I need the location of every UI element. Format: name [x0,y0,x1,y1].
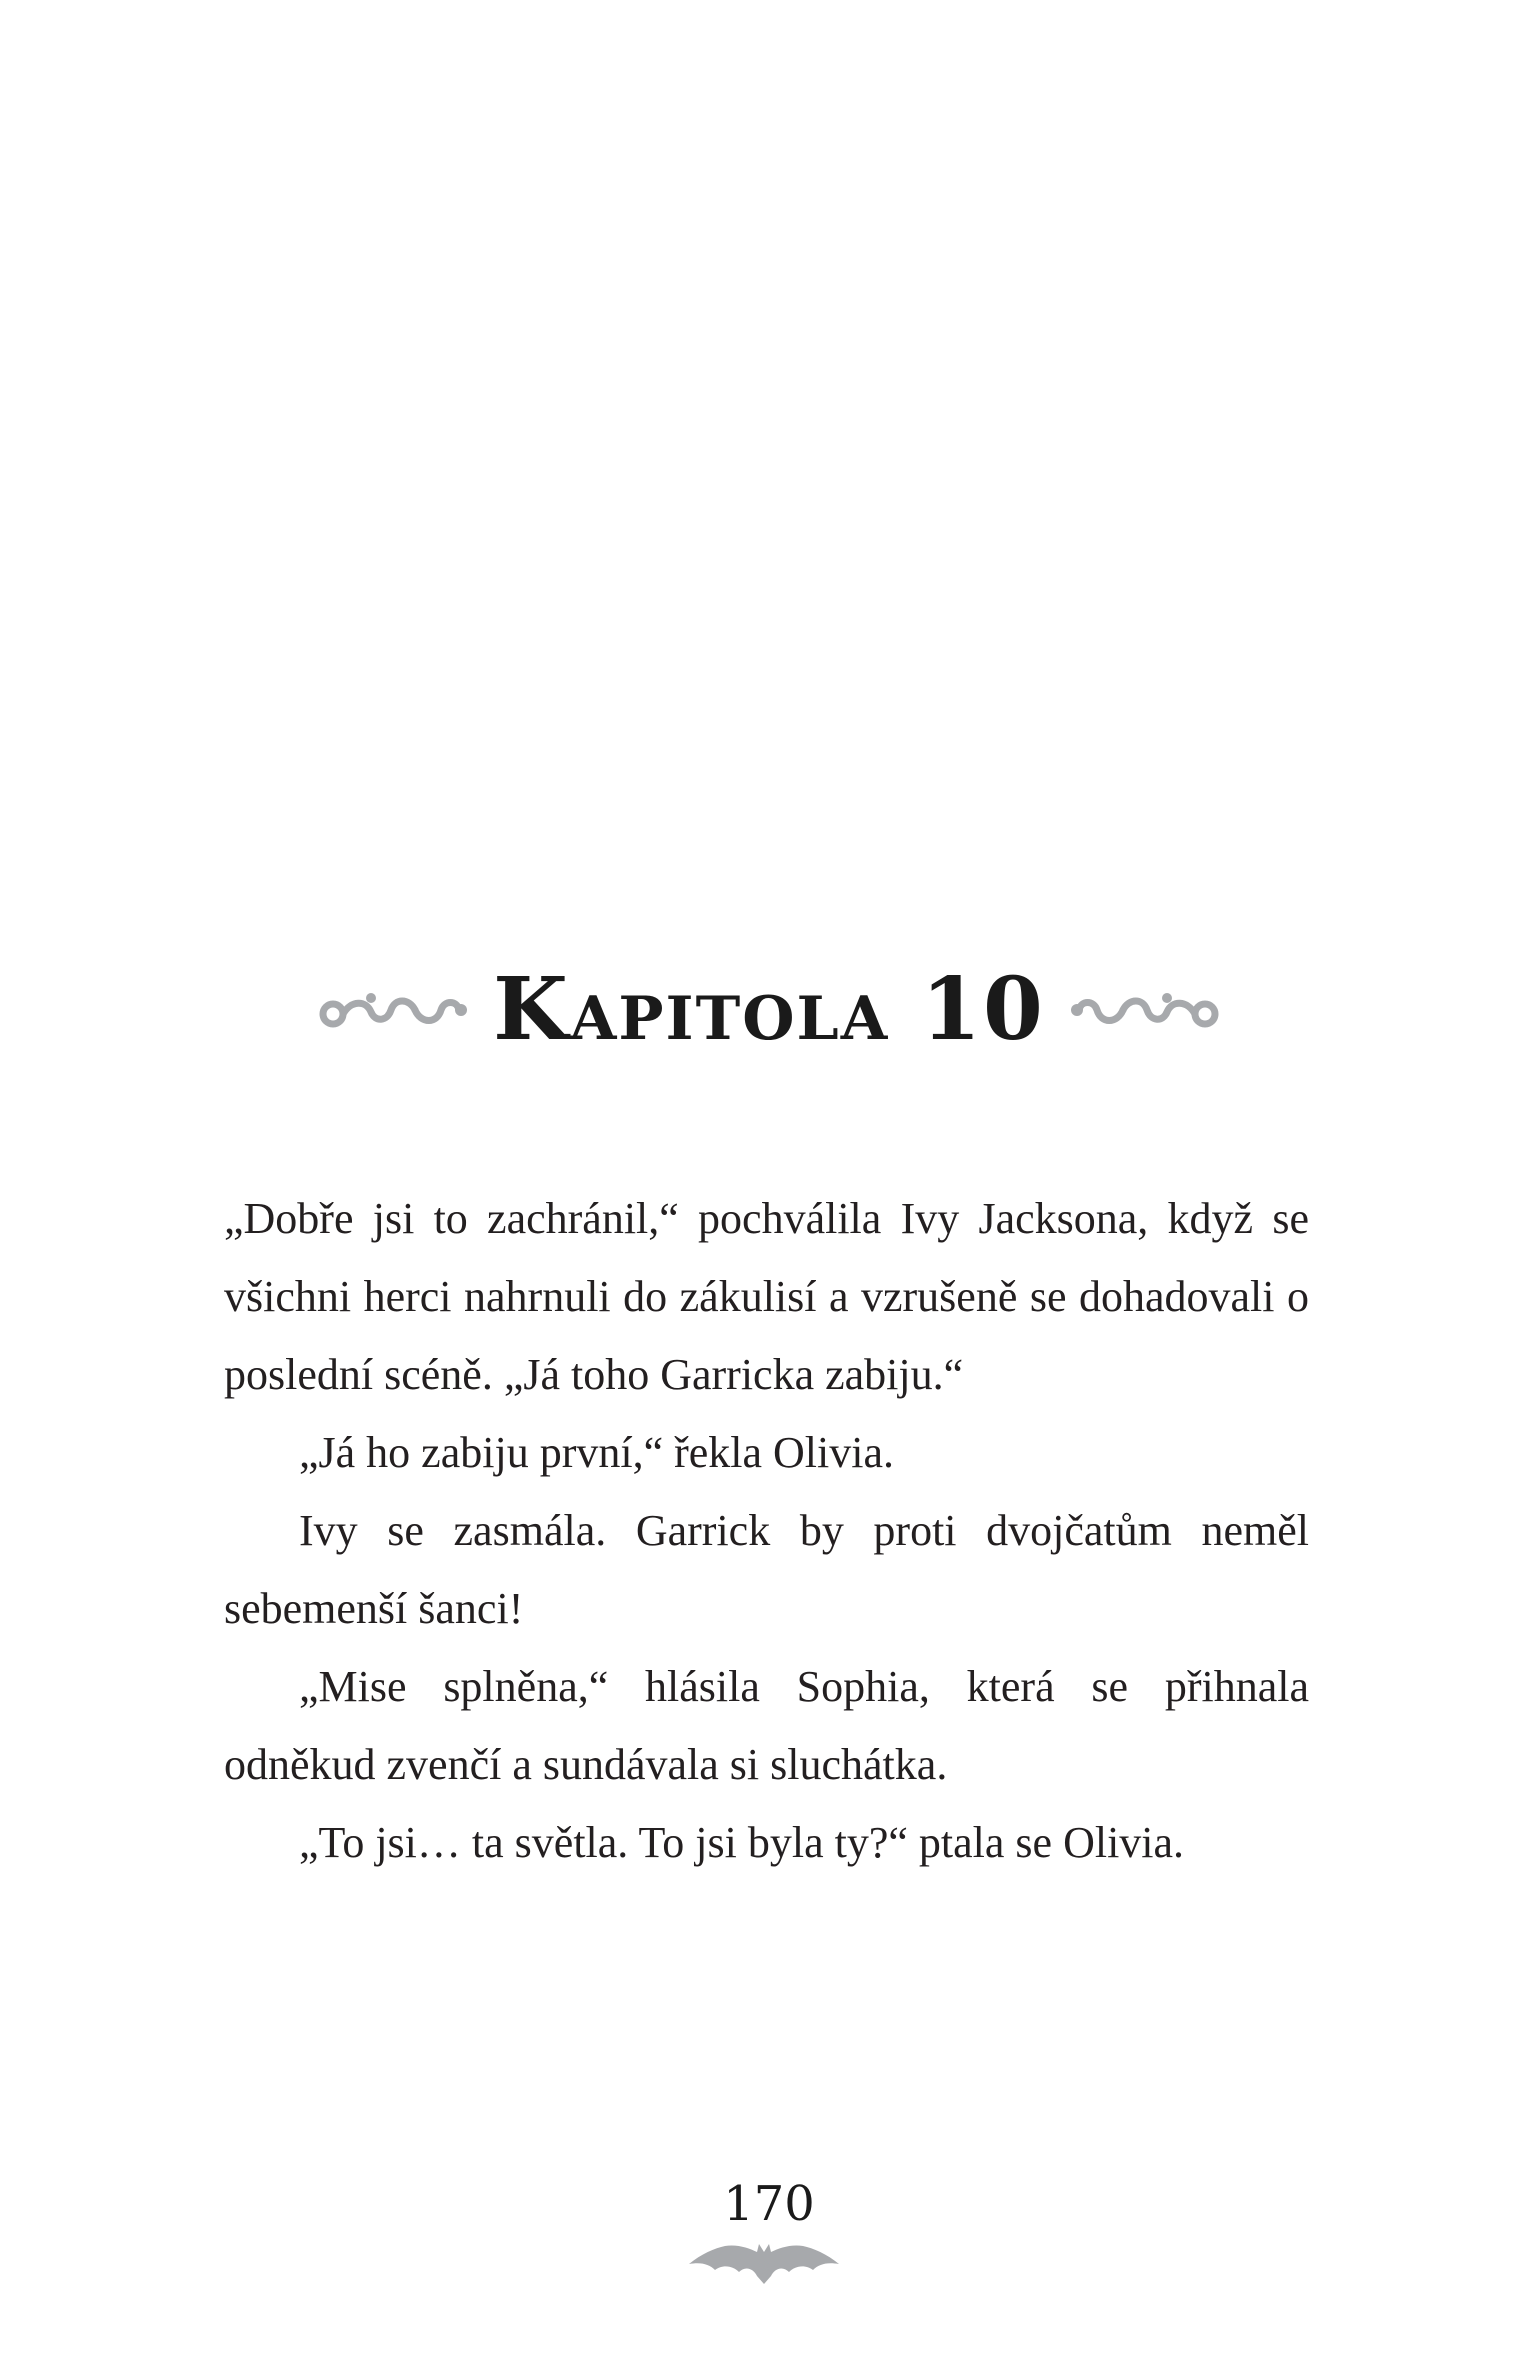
right-flourish-icon [1067,980,1227,1040]
paragraph: Ivy se zasmála. Garrick by proti dvojčatům neměl sebemenší šanci! [224,1506,1309,1633]
chapter-title: Kapitola 10 [493,959,1045,1060]
chapter-body [224,1180,1309,1882]
left-flourish-icon [311,980,471,1040]
bat-icon [689,2238,839,2288]
chapter-heading [0,950,1538,1070]
paragraph: „To jsi… ta světla. To jsi byla ty?“ ptala se Olivia. [299,1818,1185,1867]
paragraph: „Mise splněna,“ hlásila Sophia, která se přihnala odněkud zvenčí a sundávala si sluchátka. [224,1662,1309,1789]
paragraph: „Dobře jsi to zachránil,“ pochválila Ivy Jacksona, když se všichni herci nahrnuli do zákulisí a vzrušeně se dohadovali o poslední scéně. „Já toho Garricka zabiju.“ [224,1194,1309,1399]
paragraph: „Já ho zabiju první,“ řekla Olivia. [299,1428,895,1477]
page-number: 170 [723,2176,815,2232]
